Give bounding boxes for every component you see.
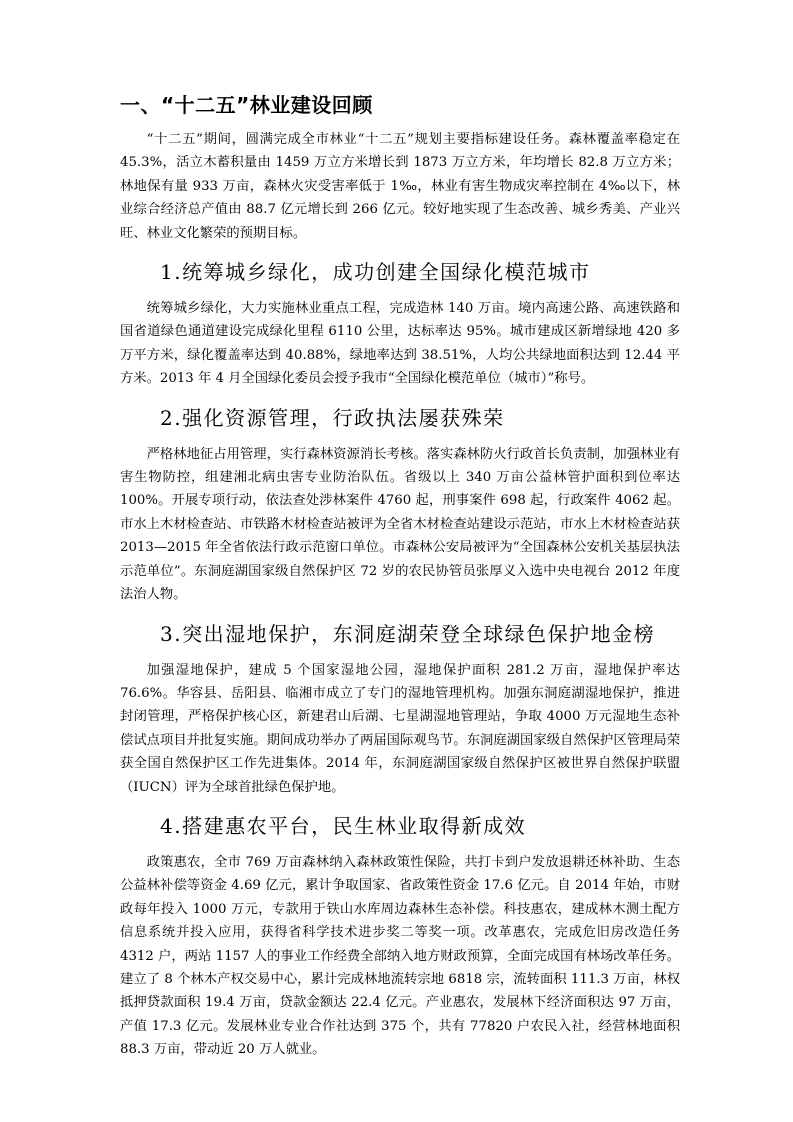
section-heading-1: 1.统筹城乡绿化，成功创建全国绿化模范城市 — [160, 260, 591, 285]
section-body-3: 加强湿地保护，建成 5 个国家湿地公园，湿地保护面积 281.2 万亩，湿地保护率达 76.6%。华容县、岳阳县、临湘市成立了专门的湿地管理机构。加强东洞庭湖湿地保护，推进封闭管理，严格保护核心区，新建君山后湖、七星湖湿地管理站，争取 4000 万元湿地生态补偿试点项目并批复实施。期间成功举办了两届国际观鸟节。东洞庭湖国家级自然保护区管理局荣获全国自然保护区工作先进集体。2014 年，东洞庭湖国家级自然保护区被世界自然保护联盟（IUCN）评为全球首批绿色保护地。 — [120, 662, 680, 795]
section-heading-3: 3.突出湿地保护，东洞庭湖荣登全球绿色保护地金榜 — [160, 621, 656, 646]
section-body-2: 严格林地征占用管理，实行森林资源消长考核。落实森林防火行政首长负责制，加强林业有害生物防控，组建湘北病虫害专业防治队伍。省级以上 340 万亩公益林管护面积到位率达 100%。开展专项行动，依法查处涉林案件 4760 起，刑事案件 698 起，行政案件 4062 起。市水上木材检查站、市铁路木材检查站被评为全省木材检查站建设示范站，市水上木材检查站获 2013—2015 年全省依法行政示范窗口单位。市森林公安局被评为“全国森林公安机关基层执法示范单位”。东洞庭湖国家级自然保护区 72 岁的农民协管员张厚义入选中央电视台 2012 年度法治人物。 — [120, 446, 680, 603]
section-body-1: 统筹城乡绿化，大力实施林业重点工程，完成造林 140 万亩。境内高速公路、高速铁路和国省道绿色通道建设完成绿化里程 6110 公里，达标率达 95%。城市建成区新增绿地 420 多万平方米，绿化覆盖率达到 40.88%，绿地率达到 38.51%，人均公共绿地面积达到 12.44 平方米。2013 年 4 月全国绿化委员会授予我市“全国绿化模范单位（城市）”称号。 — [120, 301, 680, 387]
intro-paragraph: “十二五”期间，圆满完成全市林业“十二五”规划主要指标建设任务。森林覆盖率稳定在 45.3%，活立木蓄积量由 1459 万立方米增长到 1873 万立方米，年均增长 82.8 万立方米；林地保有量 933 万亩，森林火灾受害率低于 1‰，林业有害生物成灾率控制在 4‰以下，林业综合经济总产值由 88.7 亿元增长到 266 亿元。较好地实现了生态改善、城乡秀美、产业兴旺、林业文化繁荣的预期目标。 — [120, 132, 680, 241]
document-page — [120, 90, 680, 1062]
section-heading-4: 4.搭建惠农平台，民生林业取得新成效 — [160, 813, 527, 838]
section-body-4: 政策惠农，全市 769 万亩森林纳入森林政策性保险，共打卡到户发放退耕还林补助、生态公益林补偿等资金 4.69 亿元，累计争取国家、省政策性资金 17.6 亿元。自 2014 年始，市财政每年投入 1000 万元，专款用于铁山水库周边森林生态补偿。科技惠农，建成林木测土配方信息系统并投入应用，获得省科学技术进步奖二等奖一项。改革惠农，完成危旧房改造任务 4312 户，两站 1157 人的事业工作经费全部纳入地方财政预算，全面完成国有林场改革任务。建立了 8 个林木产权交易中心，累计完成林地流转宗地 6818 宗，流转面积 111.3 万亩，林权抵押贷款面积 19.4 万亩，贷款金额达 22.4 亿元。产业惠农，发展林下经济面积达 97 万亩，产值 17.3 亿元。发展林业专业合作社达到 375 个，共有 77820 户农民入社，经营林地面积 88.3 万亩，带动近 20 万人就业。 — [120, 854, 680, 1058]
section-heading-2: 2.强化资源管理，行政执法屡获殊荣 — [160, 405, 505, 430]
document-title: 一、“十二五”林业建设回顾 — [120, 93, 373, 117]
